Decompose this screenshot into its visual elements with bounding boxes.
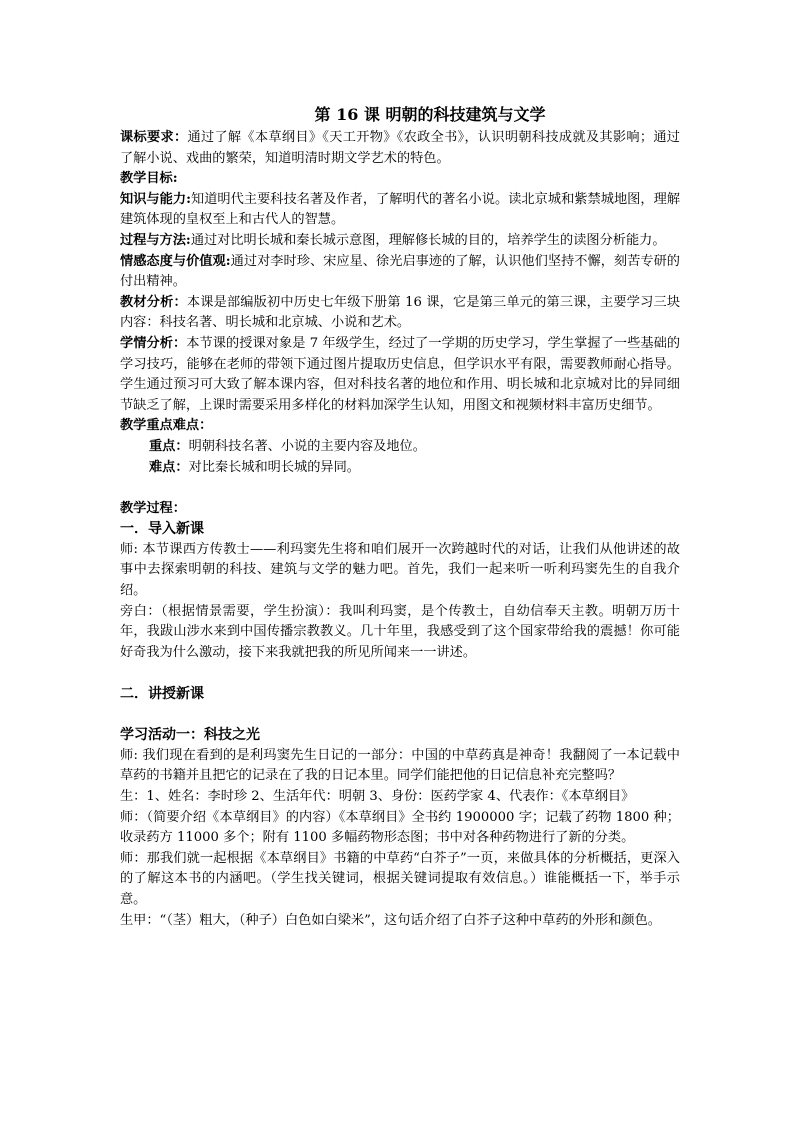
teacher-paragraph-1: 师: 我们现在看到的是利玛窦先生日记的一部分：中国的中草药真是神奇！我翻阅了一本记载中草药的书籍并且把它的记录在了我的日记本里。同学们能把他的日记信息补充完整吗？ <box>120 747 680 784</box>
material-paragraph <box>120 293 680 334</box>
aside-paragraph: 旁白：（根据情景需要，学生扮演）：我叫利玛窦，是个传教士，自幼信奉天主教。明朝万历十年，我跋山涉水来到中国传播宗教教义。几十年里，我感受到了这个国家带给我的震撼！你可能好奇我为什么激动，接下来我就把我的所见所闻来一一讲述。 <box>120 603 680 660</box>
standard-text: 通过了解《本草纲目》《天工开物》《农政全书》，认识明朝科技成就及其影响；通过了解小说、戏曲的繁荣，知道明清时期文学艺术的特色。 <box>120 130 680 166</box>
material-label: 教材分析： <box>120 294 187 310</box>
key-text: 明朝科技名著、小说的主要内容及地位。 <box>188 438 426 454</box>
standard-paragraph <box>120 128 680 169</box>
emotion-text: 通过对李时珍、宋应星、徐光启事迹的了解，认识他们坚持不懈，刻苦专研的付出精神。 <box>120 253 680 290</box>
spacer <box>120 478 680 499</box>
difficult-point <box>120 458 680 479</box>
page-title: 第 16 课 明朝的科技建筑与文学 <box>314 105 546 124</box>
process-text: 通过对比明长城和秦长城示意图，理解修长城的目的，培养学生的读图分析能力。 <box>190 232 666 248</box>
spacer <box>120 663 680 684</box>
knowledge-text: 知道明代主要科技名著及作者，了解明代的著名小说。读北京城和紫禁城地图，理解建筑体现的皇权至上和古代人的智慧。 <box>120 191 681 228</box>
document-page <box>120 103 680 931</box>
key-point <box>120 437 680 458</box>
knowledge-label: 知识与能力: <box>120 191 191 207</box>
student-answer-2: 生甲：“（茎）粗大，（种子）白色如白梁米”，这句话介绍了白芥子这种中草药的外形和颜色。 <box>120 912 661 928</box>
emotion-paragraph <box>120 252 680 293</box>
goals-heading: 教学目标: <box>120 171 178 187</box>
activity-heading: 学习活动一：科技之光 <box>120 727 260 744</box>
student-answer-1: 生：1、姓名：李时珍 2、生活年代：明朝 3、身份：医药学家 4、代表作：《本草纲目》 <box>120 789 635 804</box>
teacher-paragraph-3: 师：那我们就一起根据《本草纲目》书籍的中草药“白芥子”一页，来做具体的分析概括，更深入的了解这本书的内涵吧。（学生找关键词，根据关键词提取有效信息。）谁能概括一下，举手示意。 <box>120 850 680 907</box>
process-heading: 教学过程： <box>120 500 186 516</box>
process-label: 过程与方法: <box>120 232 191 248</box>
keypoints-heading: 教学重点难点： <box>120 418 213 434</box>
difficult-text: 对比秦长城和明长城的异同。 <box>188 459 360 475</box>
key-label: 重点： <box>149 438 189 454</box>
material-text: 本课是部编版初中历史七年级下册第 16 课，它是第三单元的第三课，主要学习三块内容：科技名著、明长城和北京城、小说和艺术。 <box>120 294 681 331</box>
standard-label: 课标要求： <box>120 130 188 145</box>
intro-teacher-paragraph: 师: 本节课西方传教士——利玛窦先生将和咱们展开一次跨越时代的对话，让我们从他讲述的故事中去探索明朝的科技、建筑与文学的魅力吧。首先，我们一起来听一听利玛窦先生的自我介绍。 <box>120 541 680 599</box>
difficult-label: 难点： <box>149 459 189 475</box>
student-label: 学情分析： <box>120 335 187 351</box>
teacher-paragraph-2: 师：（简要介绍《本草纲目》的内容）《本草纲目》全书约 1900000 字；记载了药物 1800 种；收录药方 11000 多个；附有 1100 多幅药物形态图；书中对各种药物进行了新的分类。 <box>120 809 680 846</box>
section-intro-heading: 一．导入新课 <box>120 521 204 538</box>
spacer <box>120 705 680 726</box>
process-paragraph <box>120 231 680 252</box>
student-text: 本节课的授课对象是 7 年级学生，经过了一学期的历史学习，学生掌握了一些基础的学习技巧，能够在老师的带领下通过图片提取历史信息，但学识水平有限，需要教师耐心指导。学生通过预习可大致了解本课内容，但对科技名著的地位和作用、明长城和北京城对比的异同细节缺乏了解，上课时需要采用多样化的材料加深学生认知，用图文和视频材料丰富历史细节。 <box>120 335 681 413</box>
section-teach-heading: 二．讲授新课 <box>120 686 204 703</box>
knowledge-paragraph <box>120 190 680 231</box>
emotion-label: 情感态度与价值观: <box>120 253 231 269</box>
student-paragraph <box>120 334 680 416</box>
